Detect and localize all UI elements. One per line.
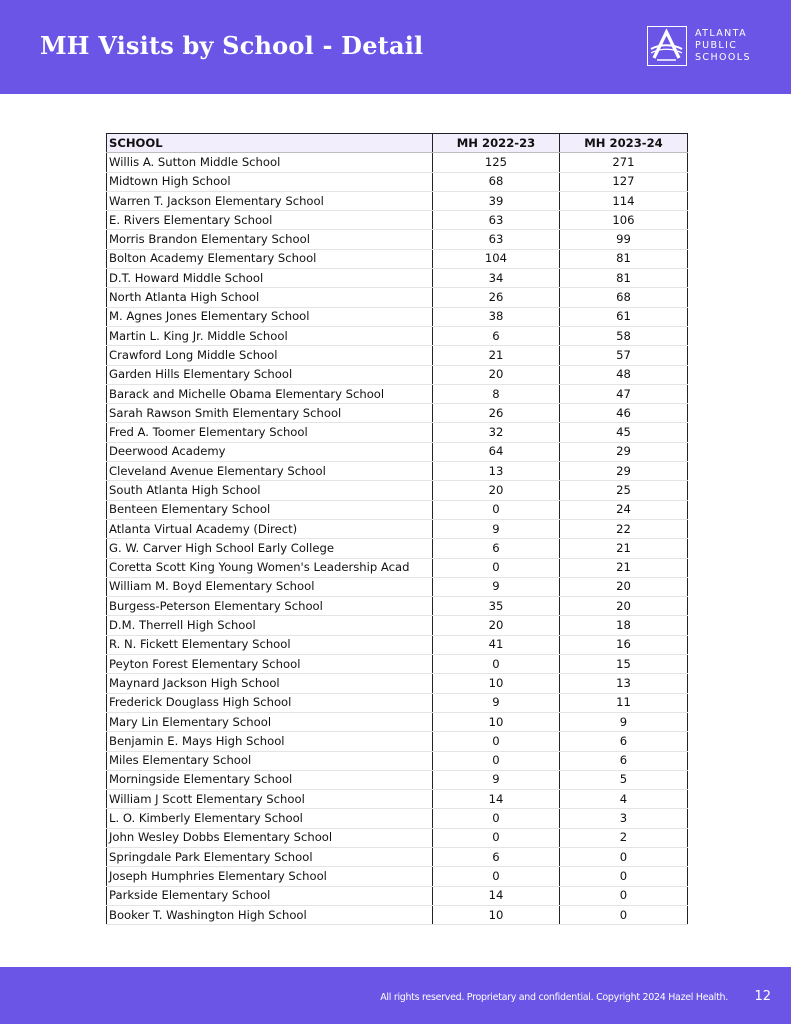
mh-2023-24-cell: 29 — [560, 442, 688, 461]
school-name-cell: Fred A. Toomer Elementary School — [107, 423, 433, 442]
mh-2023-24-cell: 127 — [560, 172, 688, 191]
mh-2022-23-cell: 39 — [433, 191, 560, 210]
table-row — [107, 577, 688, 596]
table-row — [107, 732, 688, 751]
mh-2022-23-cell: 20 — [433, 481, 560, 500]
mh-2023-24-cell: 271 — [560, 153, 688, 172]
table-row — [107, 307, 688, 326]
mh-2023-24-cell: 61 — [560, 307, 688, 326]
mh-2023-24-cell: 3 — [560, 809, 688, 828]
mh-2023-24-cell: 20 — [560, 597, 688, 616]
school-name-cell: William J Scott Elementary School — [107, 790, 433, 809]
mh-2023-24-cell: 4 — [560, 790, 688, 809]
school-name-cell: D.T. Howard Middle School — [107, 269, 433, 288]
table-row — [107, 597, 688, 616]
school-name-cell: Garden Hills Elementary School — [107, 365, 433, 384]
mh-2022-23-cell: 6 — [433, 539, 560, 558]
mh-2022-23-cell: 10 — [433, 674, 560, 693]
school-name-cell: Warren T. Jackson Elementary School — [107, 191, 433, 210]
mh-2023-24-cell: 114 — [560, 191, 688, 210]
school-name-cell: Benjamin E. Mays High School — [107, 732, 433, 751]
mh-2023-24-cell: 2 — [560, 828, 688, 847]
mh-2023-24-cell: 58 — [560, 326, 688, 345]
mh-2022-23-cell: 41 — [433, 635, 560, 654]
mh-2022-23-cell: 64 — [433, 442, 560, 461]
table-row — [107, 770, 688, 789]
mh-2022-23-cell: 125 — [433, 153, 560, 172]
copyright-notice: All rights reserved. Proprietary and confidential. Copyright 2024 Hazel Health. — [380, 992, 728, 1003]
table-row — [107, 172, 688, 191]
mh-2022-23-cell: 9 — [433, 770, 560, 789]
mh-2022-23-cell: 0 — [433, 809, 560, 828]
table-row — [107, 905, 688, 924]
mh-2022-23-cell: 6 — [433, 326, 560, 345]
column-header-school: SCHOOL — [107, 134, 433, 153]
table-row — [107, 326, 688, 345]
table-row — [107, 423, 688, 442]
column-header-mh-2022-23: MH 2022-23 — [433, 134, 560, 153]
school-name-cell: G. W. Carver High School Early College — [107, 539, 433, 558]
mh-2022-23-cell: 9 — [433, 577, 560, 596]
mh-2022-23-cell: 0 — [433, 732, 560, 751]
table-row — [107, 230, 688, 249]
table-row — [107, 346, 688, 365]
school-name-cell: Parkside Elementary School — [107, 886, 433, 905]
table-row — [107, 269, 688, 288]
mh-2023-24-cell: 68 — [560, 288, 688, 307]
mh-2022-23-cell: 35 — [433, 597, 560, 616]
mh-2023-24-cell: 20 — [560, 577, 688, 596]
mh-2022-23-cell: 68 — [433, 172, 560, 191]
mh-2022-23-cell: 13 — [433, 462, 560, 481]
school-name-cell: Willis A. Sutton Middle School — [107, 153, 433, 172]
table-row — [107, 809, 688, 828]
table-row — [107, 519, 688, 538]
table-row — [107, 404, 688, 423]
school-name-cell: Peyton Forest Elementary School — [107, 655, 433, 674]
table-row — [107, 693, 688, 712]
mh-2023-24-cell: 18 — [560, 616, 688, 635]
mh-2022-23-cell: 9 — [433, 693, 560, 712]
table-row — [107, 712, 688, 731]
mh-2023-24-cell: 0 — [560, 867, 688, 886]
table-row — [107, 191, 688, 210]
table-row — [107, 558, 688, 577]
mh-2022-23-cell: 0 — [433, 500, 560, 519]
mh-2022-23-cell: 0 — [433, 558, 560, 577]
mh-visits-table — [106, 133, 688, 925]
table-row — [107, 539, 688, 558]
table-row — [107, 481, 688, 500]
school-name-cell: Springdale Park Elementary School — [107, 847, 433, 866]
table-body — [107, 153, 688, 925]
mh-2022-23-cell: 63 — [433, 230, 560, 249]
school-name-cell: Mary Lin Elementary School — [107, 712, 433, 731]
mh-2022-23-cell: 20 — [433, 616, 560, 635]
school-name-cell: Bolton Academy Elementary School — [107, 249, 433, 268]
table-header-row — [107, 134, 688, 153]
school-name-cell: William M. Boyd Elementary School — [107, 577, 433, 596]
mh-2023-24-cell: 6 — [560, 732, 688, 751]
mh-2022-23-cell: 20 — [433, 365, 560, 384]
table-row — [107, 500, 688, 519]
mh-2023-24-cell: 16 — [560, 635, 688, 654]
school-name-cell: Maynard Jackson High School — [107, 674, 433, 693]
school-name-cell: Deerwood Academy — [107, 442, 433, 461]
school-name-cell: E. Rivers Elementary School — [107, 211, 433, 230]
logo-line: ATLANTA — [695, 28, 748, 39]
school-name-cell: Frederick Douglass High School — [107, 693, 433, 712]
page-footer — [0, 967, 791, 1024]
mh-2023-24-cell: 22 — [560, 519, 688, 538]
mh-2023-24-cell: 99 — [560, 230, 688, 249]
school-name-cell: Morris Brandon Elementary School — [107, 230, 433, 249]
page-number: 12 — [754, 989, 771, 1004]
mh-2023-24-cell: 15 — [560, 655, 688, 674]
mh-2022-23-cell: 32 — [433, 423, 560, 442]
mh-2023-24-cell: 0 — [560, 886, 688, 905]
mh-2023-24-cell: 81 — [560, 249, 688, 268]
mh-2023-24-cell: 57 — [560, 346, 688, 365]
table-row — [107, 828, 688, 847]
table-row — [107, 249, 688, 268]
school-name-cell: M. Agnes Jones Elementary School — [107, 307, 433, 326]
mh-2023-24-cell: 45 — [560, 423, 688, 442]
school-name-cell: Cleveland Avenue Elementary School — [107, 462, 433, 481]
column-header-mh-2023-24: MH 2023-24 — [560, 134, 688, 153]
school-name-cell: Burgess-Peterson Elementary School — [107, 597, 433, 616]
table-row — [107, 867, 688, 886]
logo-line: SCHOOLS — [695, 52, 751, 63]
table-row — [107, 153, 688, 172]
mh-2023-24-cell: 0 — [560, 847, 688, 866]
mh-2022-23-cell: 104 — [433, 249, 560, 268]
table-row — [107, 674, 688, 693]
school-name-cell: North Atlanta High School — [107, 288, 433, 307]
school-name-cell: Morningside Elementary School — [107, 770, 433, 789]
mh-2023-24-cell: 47 — [560, 384, 688, 403]
school-name-cell: Martin L. King Jr. Middle School — [107, 326, 433, 345]
atlanta-public-schools-logo — [647, 26, 757, 68]
mh-2022-23-cell: 26 — [433, 404, 560, 423]
school-name-cell: South Atlanta High School — [107, 481, 433, 500]
table-row — [107, 442, 688, 461]
school-name-cell: R. N. Fickett Elementary School — [107, 635, 433, 654]
page-title: MH Visits by School - Detail — [40, 31, 424, 60]
table-row — [107, 635, 688, 654]
mh-2023-24-cell: 21 — [560, 539, 688, 558]
mh-2022-23-cell: 0 — [433, 655, 560, 674]
school-name-cell: Miles Elementary School — [107, 751, 433, 770]
school-name-cell: Coretta Scott King Young Women's Leadership Acad — [107, 558, 433, 577]
school-name-cell: Sarah Rawson Smith Elementary School — [107, 404, 433, 423]
school-name-cell: Barack and Michelle Obama Elementary School — [107, 384, 433, 403]
mh-2022-23-cell: 63 — [433, 211, 560, 230]
mh-2023-24-cell: 81 — [560, 269, 688, 288]
mh-2023-24-cell: 13 — [560, 674, 688, 693]
logo-mark-icon — [647, 26, 687, 66]
mh-2022-23-cell: 0 — [433, 828, 560, 847]
table-row — [107, 847, 688, 866]
school-name-cell: Crawford Long Middle School — [107, 346, 433, 365]
table-row — [107, 886, 688, 905]
mh-2023-24-cell: 25 — [560, 481, 688, 500]
mh-2022-23-cell: 9 — [433, 519, 560, 538]
mh-2023-24-cell: 46 — [560, 404, 688, 423]
mh-2022-23-cell: 10 — [433, 905, 560, 924]
school-name-cell: John Wesley Dobbs Elementary School — [107, 828, 433, 847]
mh-2023-24-cell: 9 — [560, 712, 688, 731]
table-row — [107, 288, 688, 307]
school-name-cell: L. O. Kimberly Elementary School — [107, 809, 433, 828]
mh-2022-23-cell: 14 — [433, 790, 560, 809]
mh-2022-23-cell: 0 — [433, 751, 560, 770]
table-row — [107, 365, 688, 384]
mh-2022-23-cell: 21 — [433, 346, 560, 365]
mh-2023-24-cell: 24 — [560, 500, 688, 519]
table-row — [107, 462, 688, 481]
page-header — [0, 0, 791, 94]
mh-2023-24-cell: 29 — [560, 462, 688, 481]
table-row — [107, 211, 688, 230]
mh-2022-23-cell: 6 — [433, 847, 560, 866]
table-row — [107, 384, 688, 403]
logo-text — [695, 28, 751, 64]
table-row — [107, 751, 688, 770]
mh-2023-24-cell: 106 — [560, 211, 688, 230]
table-row — [107, 790, 688, 809]
mh-2022-23-cell: 34 — [433, 269, 560, 288]
school-name-cell: Midtown High School — [107, 172, 433, 191]
mh-2023-24-cell: 48 — [560, 365, 688, 384]
mh-2022-23-cell: 0 — [433, 867, 560, 886]
school-name-cell: Atlanta Virtual Academy (Direct) — [107, 519, 433, 538]
table-row — [107, 616, 688, 635]
mh-2022-23-cell: 8 — [433, 384, 560, 403]
mh-2022-23-cell: 14 — [433, 886, 560, 905]
mh-2022-23-cell: 38 — [433, 307, 560, 326]
school-name-cell: Benteen Elementary School — [107, 500, 433, 519]
table-row — [107, 655, 688, 674]
school-name-cell: Joseph Humphries Elementary School — [107, 867, 433, 886]
school-name-cell: D.M. Therrell High School — [107, 616, 433, 635]
mh-2022-23-cell: 10 — [433, 712, 560, 731]
mh-2023-24-cell: 6 — [560, 751, 688, 770]
mh-2023-24-cell: 0 — [560, 905, 688, 924]
mh-2023-24-cell: 5 — [560, 770, 688, 789]
mh-2023-24-cell: 11 — [560, 693, 688, 712]
logo-line: PUBLIC — [695, 40, 738, 51]
mh-2023-24-cell: 21 — [560, 558, 688, 577]
school-name-cell: Booker T. Washington High School — [107, 905, 433, 924]
mh-2022-23-cell: 26 — [433, 288, 560, 307]
